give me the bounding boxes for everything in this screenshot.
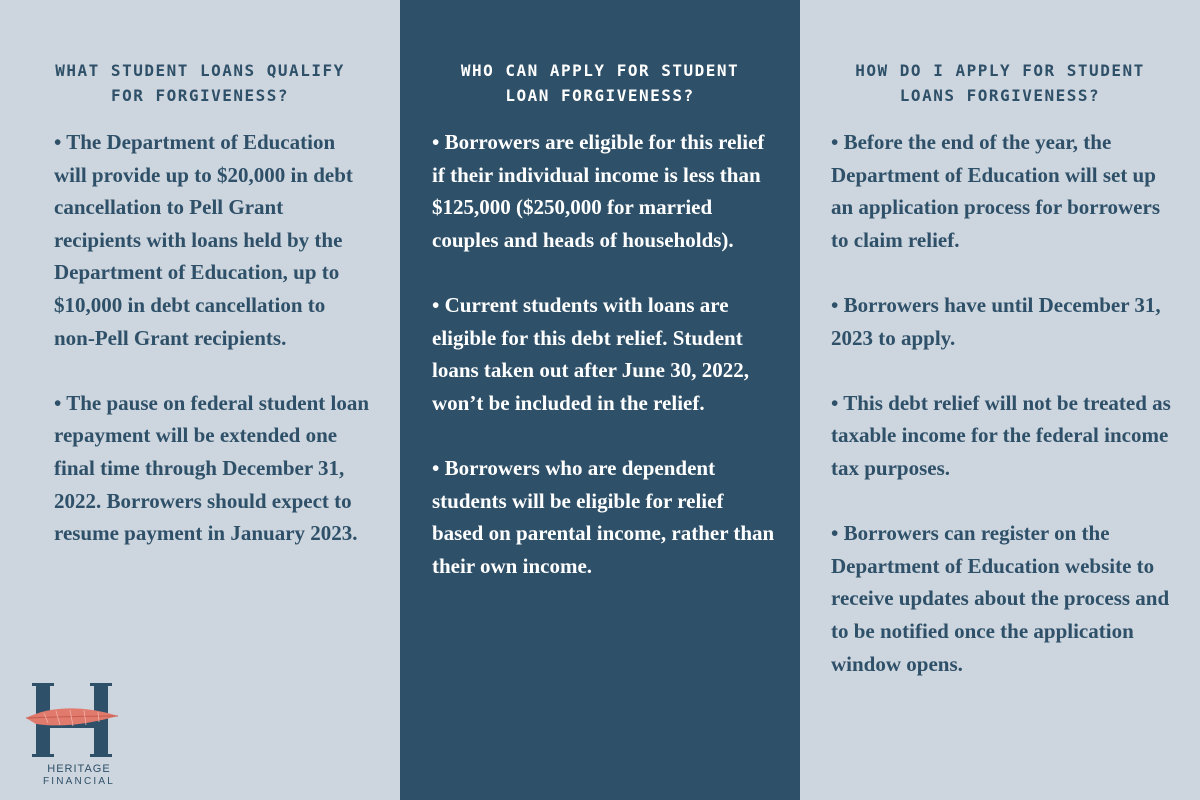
heritage-h-feather-icon <box>24 680 124 764</box>
bullet-paragraph: • Borrowers can register on the Department of Education website to receive updates about the process and to be notified once the application window opens. <box>831 521 1170 676</box>
column-body <box>831 126 1171 680</box>
column-heading: WHO CAN APPLY FOR STUDENT LOAN FORGIVENESS? <box>460 61 740 105</box>
bullet-paragraph: • The pause on federal student loan repayment will be extended one final time through December 31, 2022. Borrowers should expect to resume payment in January 2023. <box>54 390 370 546</box>
bullet-paragraph: • The Department of Education will provide up to $20,000 in debt cancellation to Pell Grant recipients with loans held by the Department of Education, up to $10,000 in debt cancellation to non-Pell Grant recipients. <box>54 130 353 350</box>
column-body <box>54 126 369 550</box>
logo-wordmark-line2: FINANCIAL <box>42 776 116 787</box>
column-how-to-apply <box>800 0 1200 800</box>
column-who-can-apply <box>400 0 800 800</box>
bullet-paragraph: • Before the end of the year, the Department of Education will set up an application process for borrowers to claim relief. <box>831 130 1160 252</box>
heritage-financial-logo <box>24 680 124 790</box>
bullet-paragraph: • Borrowers who are dependent students will be eligible for relief based on parental income, rather than their own income. <box>432 455 775 578</box>
logo-wordmark-line1: HERITAGE <box>47 763 111 775</box>
column-heading: WHAT STUDENT LOANS QUALIFY FOR FORGIVENESS? <box>55 61 345 105</box>
column-qualifying-loans <box>0 0 400 800</box>
bullet-paragraph: • Borrowers are eligible for this relief if their individual income is less than $125,000 ($250,000 for married couples and heads of households). <box>432 130 765 252</box>
bullet-paragraph: • This debt relief will not be treated as taxable income for the federal income tax purposes. <box>831 390 1171 480</box>
bullet-paragraph: • Current students with loans are eligible for this debt relief. Student loans taken out after June 30, 2022, won’t be included in the relief. <box>432 292 749 415</box>
bullet-paragraph: • Borrowers have until December 31, 2023 to apply. <box>831 292 1161 350</box>
column-body <box>432 126 777 582</box>
column-heading: HOW DO I APPLY FOR STUDENT LOANS FORGIVENESS? <box>855 61 1145 105</box>
